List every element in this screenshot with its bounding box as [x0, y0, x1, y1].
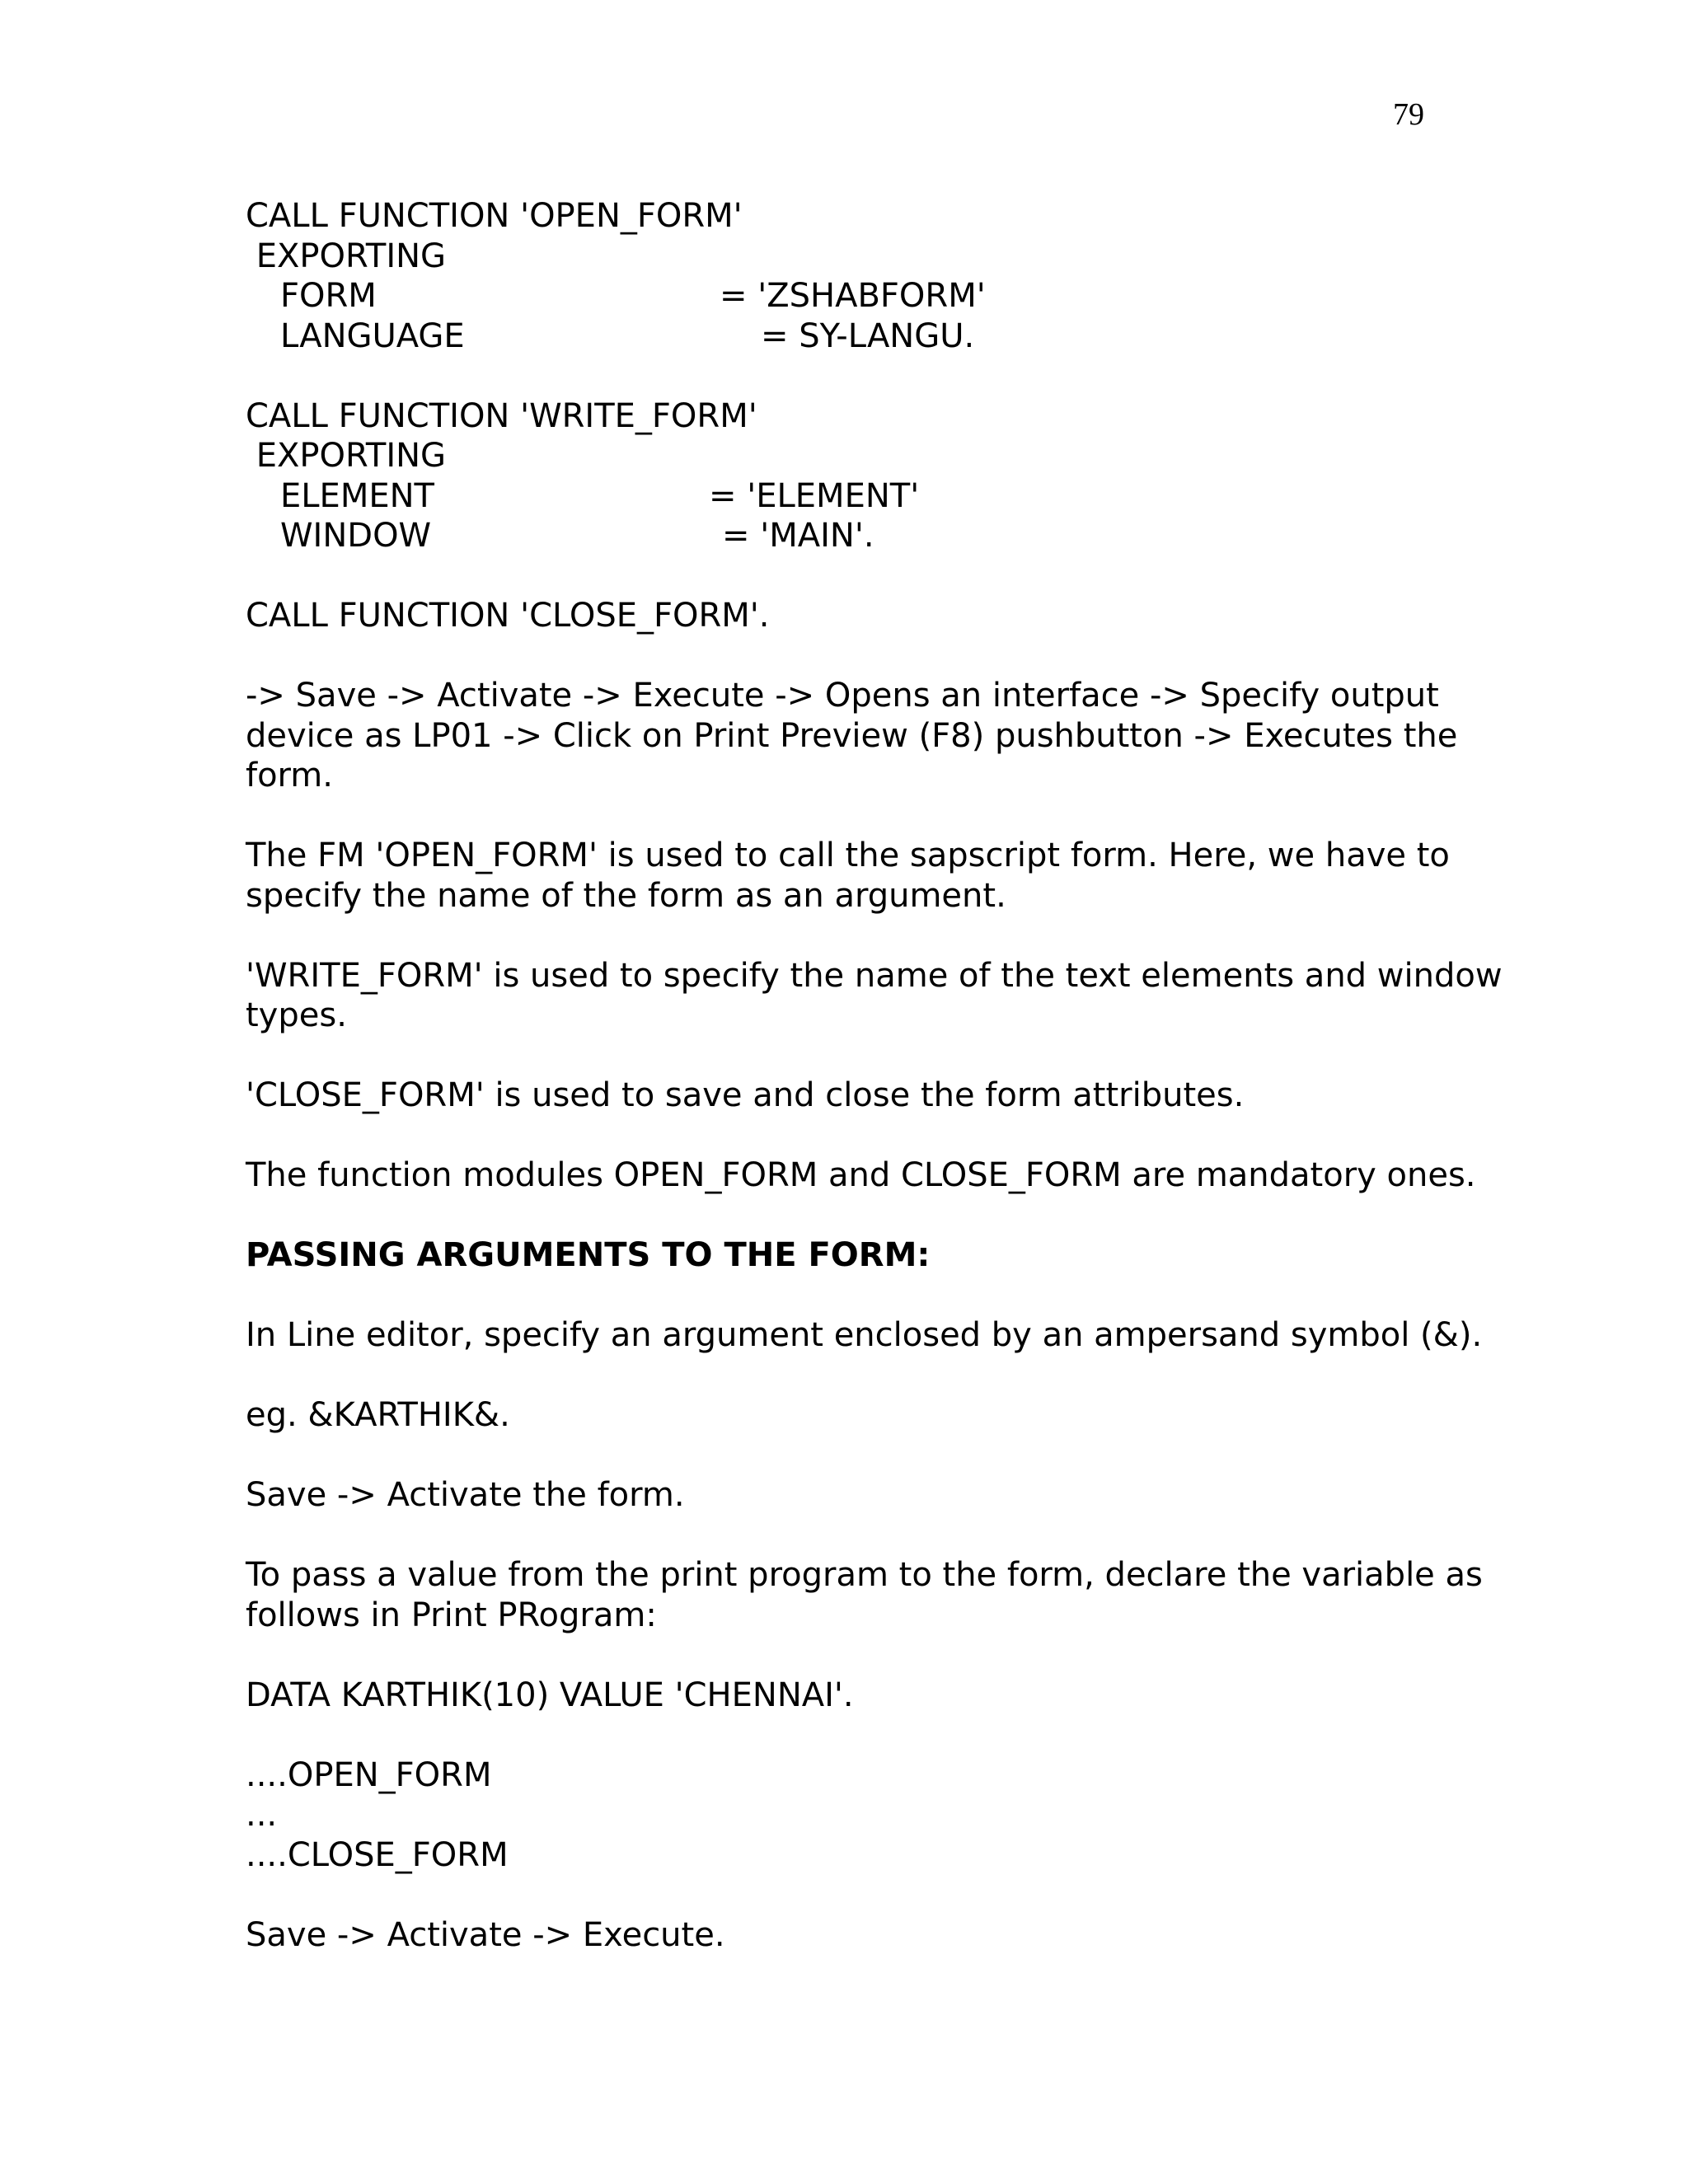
text-line: -> Save -> Activate -> Execute -> Opens an interface -> Specify output — [246, 677, 1439, 715]
code-line-language-param — [246, 316, 1531, 357]
param-name: FORM — [280, 277, 377, 315]
spacer — [246, 1715, 1531, 1755]
code-line-open-form-call: CALL FUNCTION 'OPEN_FORM' — [246, 197, 743, 235]
text-line: form. — [246, 757, 333, 794]
text-line: To pass a value from the print program to the form, declare the variable as — [246, 1556, 1483, 1594]
code-line-ellipsis: ... — [246, 1796, 278, 1834]
paragraph-save-activate: Save -> Activate the form. — [246, 1476, 685, 1514]
spacer — [246, 1036, 1531, 1076]
page-content — [246, 196, 1531, 1955]
code-line-exporting: EXPORTING — [246, 237, 447, 275]
code-block-write-form — [246, 396, 1531, 556]
spacer — [246, 556, 1531, 597]
text-line: 'WRITE_FORM' is used to specify the name of the text elements and window — [246, 956, 1503, 995]
param-value: = 'MAIN'. — [722, 517, 874, 555]
code-line-close-form-call: CALL FUNCTION 'CLOSE_FORM'. — [246, 597, 770, 635]
paragraph-line-editor: In Line editor, specify an argument enclosed by an ampersand symbol (&). — [246, 1316, 1483, 1354]
paragraph-steps — [246, 676, 1531, 796]
spacer — [246, 1516, 1531, 1556]
param-name: LANGUAGE — [280, 316, 465, 355]
spacer — [246, 356, 1531, 396]
code-line-form-param — [246, 276, 1531, 316]
code-block-open-form — [246, 196, 1531, 356]
spacer — [246, 1356, 1531, 1396]
spacer — [246, 636, 1531, 677]
spacer — [246, 916, 1531, 956]
spacer — [246, 1116, 1531, 1156]
text-line: device as LP01 -> Click on Print Preview (F8) pushbutton -> Executes the — [246, 716, 1458, 755]
param-value: = SY-LANGU. — [761, 316, 975, 355]
paragraph-write-form-description — [246, 956, 1531, 1036]
page-number: 79 — [1393, 97, 1424, 132]
text-line: types. — [246, 996, 347, 1034]
spacer — [246, 1635, 1531, 1675]
paragraph-close-form-description: 'CLOSE_FORM' is used to save and close the form attributes. — [246, 1076, 1245, 1114]
paragraph-open-form-description — [246, 836, 1531, 916]
code-line-data-declaration: DATA KARTHIK(10) VALUE 'CHENNAI'. — [246, 1675, 854, 1714]
paragraph-pass-value — [246, 1555, 1531, 1635]
spacer — [246, 796, 1531, 837]
text-line: The FM 'OPEN_FORM' is used to call the sapscript form. Here, we have to — [246, 837, 1450, 874]
code-line-window-param — [246, 516, 1531, 556]
text-line: follows in Print PRogram: — [246, 1596, 657, 1634]
param-value: = 'ZSHABFORM' — [720, 277, 986, 315]
code-line-close-form-dots: ....CLOSE_FORM — [246, 1835, 509, 1874]
code-line-element-param — [246, 476, 1531, 517]
code-block-print-program — [246, 1755, 1531, 1876]
paragraph-mandatory: The function modules OPEN_FORM and CLOSE_FORM are mandatory ones. — [246, 1156, 1476, 1194]
spacer — [246, 1436, 1531, 1476]
section-heading: PASSING ARGUMENTS TO THE FORM: — [246, 1236, 931, 1274]
code-line-exporting: EXPORTING — [246, 437, 447, 475]
text-line: specify the name of the form as an argument. — [246, 876, 1006, 915]
spacer — [246, 1196, 1531, 1236]
paragraph-save-execute: Save -> Activate -> Execute. — [246, 1915, 725, 1954]
code-line-open-form-dots: ....OPEN_FORM — [246, 1755, 492, 1794]
paragraph-example: eg. &KARTHIK&. — [246, 1396, 510, 1434]
param-name: ELEMENT — [280, 476, 434, 515]
param-name: WINDOW — [280, 517, 432, 555]
code-line-write-form-call: CALL FUNCTION 'WRITE_FORM' — [246, 396, 757, 435]
spacer — [246, 1875, 1531, 1915]
spacer — [246, 1276, 1531, 1316]
param-value: = 'ELEMENT' — [709, 476, 920, 515]
